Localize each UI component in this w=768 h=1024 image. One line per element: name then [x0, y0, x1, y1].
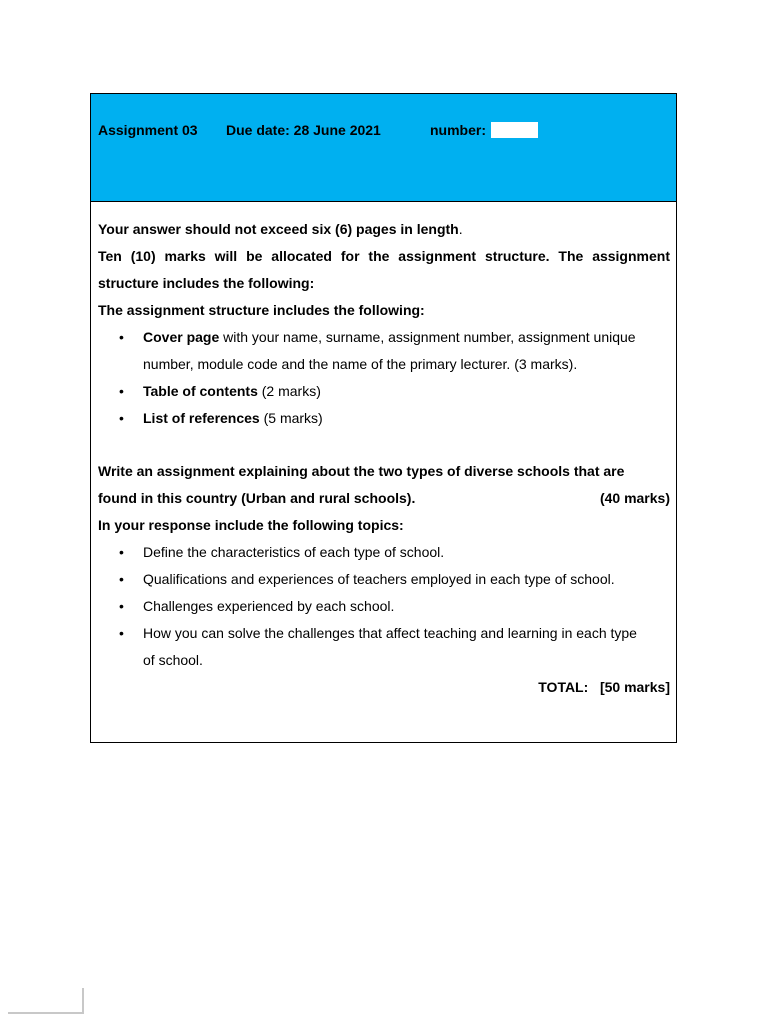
assignment-header: [91, 94, 676, 202]
task-marks: (40 marks): [599, 490, 670, 506]
list-item: • Define the characteristics of each type of school.: [98, 539, 670, 566]
page-corner-mark: [8, 988, 84, 1014]
list-item: • Cover page with your name, surname, assignment number, assignment unique number, module code and the name of the primary lecturer. (3 marks).: [98, 324, 670, 378]
bullet-icon: •: [119, 598, 124, 614]
list-item: • How you can solve the challenges that affect teaching and learning in each type of school.: [98, 620, 670, 674]
structure-heading: The assignment structure includes the following:: [98, 302, 425, 318]
structure-marks-line1: Ten (10) marks will be allocated for the assignment structure. The assignment: [98, 248, 670, 264]
structure-marks-line2: structure includes the following:: [98, 275, 315, 291]
number-field: [491, 122, 538, 138]
length-instruction: Your answer should not exceed six (6) pages in length.: [98, 221, 463, 237]
list-item: • Table of contents (2 marks): [98, 378, 670, 405]
list-item: • Qualifications and experiences of teachers employed in each type of school.: [98, 566, 670, 593]
bullet-icon: •: [119, 410, 124, 426]
assignment-label: Assignment 03: [98, 122, 198, 138]
task-line2: found in this country (Urban and rural schools). (40 marks): [98, 485, 670, 512]
due-date: Due date: 28 June 2021: [226, 122, 381, 138]
list-item: • Challenges experienced by each school.: [98, 593, 670, 620]
total-marks: TOTAL: [50 marks]: [538, 679, 670, 695]
bullet-icon: •: [119, 625, 124, 641]
bullet-icon: •: [119, 383, 124, 399]
bullet-icon: •: [119, 571, 124, 587]
topics-heading: In your response include the following topics:: [98, 517, 404, 533]
assignment-body: [98, 216, 670, 701]
bullet-icon: •: [119, 544, 124, 560]
number-label: number:: [430, 122, 486, 138]
assignment-box: [90, 93, 677, 743]
list-item: • List of references (5 marks): [98, 405, 670, 432]
bullet-icon: •: [119, 329, 124, 345]
task-line1: Write an assignment explaining about the two types of diverse schools that are: [98, 463, 625, 479]
